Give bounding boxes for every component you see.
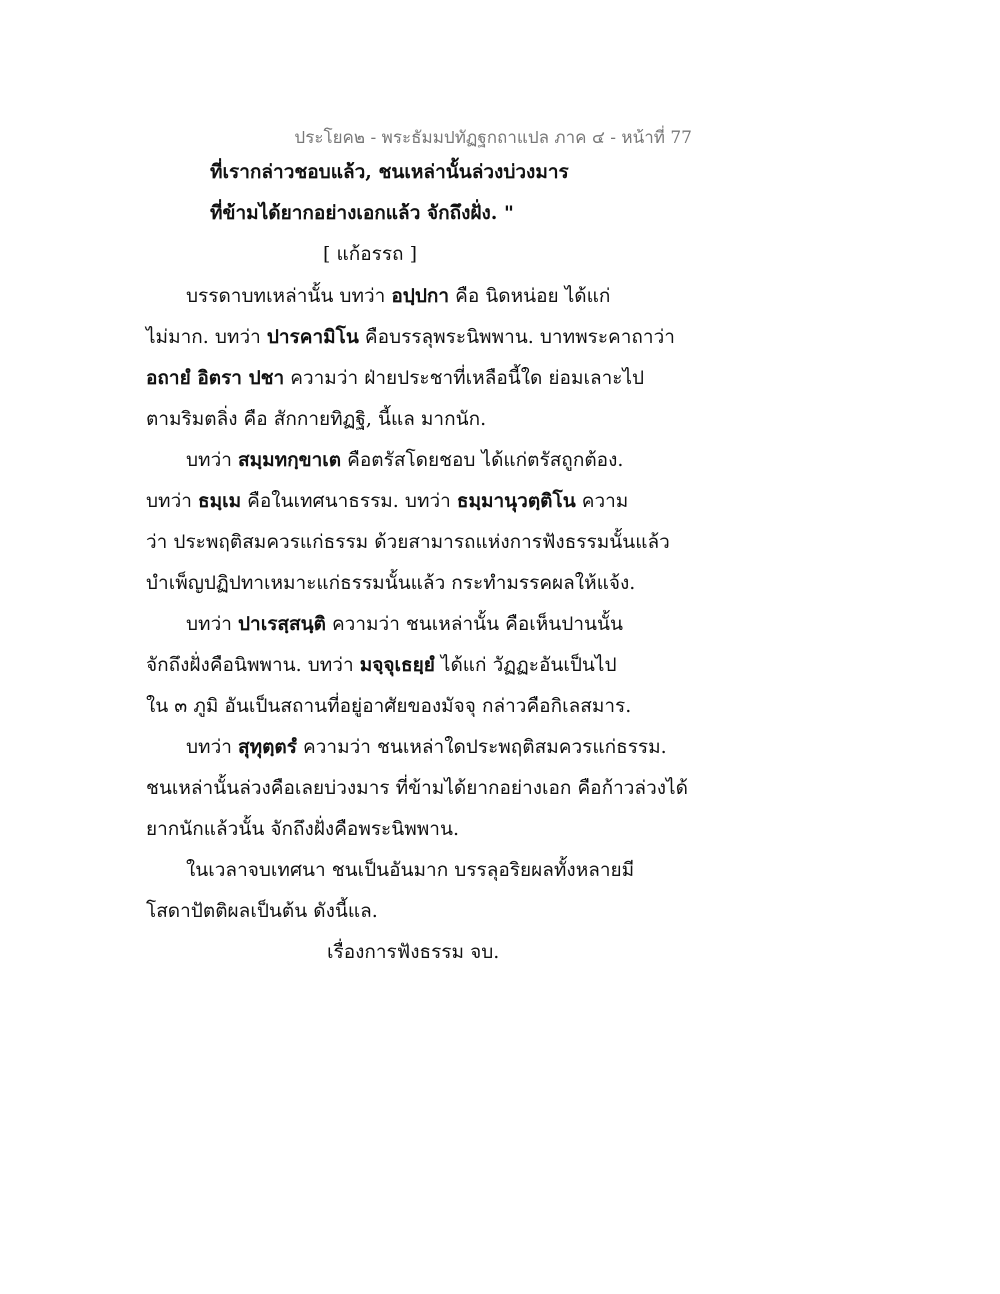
pali-term: ธมฺเม xyxy=(197,490,242,512)
paragraph-line: บำเพ็ญปฏิปทาเหมาะแก่ธรรมนั้นแล้ว กระทำมรรคผลให้แจ้ง. xyxy=(146,572,636,594)
paragraph-line: ว่า ประพฤติสมควรแก่ธรรม ด้วยสามารถแห่งการฟังธรรมนั้นแล้ว xyxy=(146,531,670,553)
story-end-title: เรื่องการฟังธรรม จบ. xyxy=(327,941,500,963)
paragraph-line xyxy=(186,738,667,757)
text-run: คือบรรลุพระนิพพาน. บาทพระคาถาว่า xyxy=(358,326,675,348)
paragraph-line xyxy=(186,615,623,634)
verse-line-2: ที่ข้ามได้ยากอย่างเอกแล้ว จักถึงฝั่ง. " xyxy=(210,202,514,224)
pali-term: อปฺปกา xyxy=(391,285,450,307)
running-header: ประโยค๒ - พระธัมมปทัฏฐกถาแปล ภาค ๔ - หน้าที่ 77 xyxy=(294,128,692,148)
pali-term: มจฺจุเธยฺยํ xyxy=(359,654,435,676)
pali-term: อถายํ อิตรา ปชา xyxy=(146,367,285,389)
paragraph-line xyxy=(186,451,623,470)
text-run: ความว่า ชนเหล่านั้น คือเห็นปานนั้น xyxy=(325,613,623,635)
text-run: คือตรัสโดยชอบ ได้แก่ตรัสถูกต้อง. xyxy=(341,449,624,471)
text-run: บทว่า xyxy=(146,490,198,512)
text-run: บทว่า xyxy=(186,613,238,635)
pali-term: ปาเรสฺสนฺติ xyxy=(237,613,326,635)
paragraph-line xyxy=(186,287,610,306)
paragraph-line xyxy=(146,656,617,675)
text-run: ไม่มาก. บทว่า xyxy=(146,326,267,348)
pali-term: ธมฺมานุวตฺติโน xyxy=(456,490,576,512)
text-run: บรรดาบทเหล่านั้น บทว่า xyxy=(186,285,392,307)
paragraph-line: ชนเหล่านั้นล่วงคือเลยบ่วงมาร ที่ข้ามได้ยากอย่างเอก คือก้าวล่วงได้ xyxy=(146,777,688,799)
pali-term: สมฺมทกฺขาเต xyxy=(237,449,342,471)
text-run: คือ นิดหน่อย ได้แก่ xyxy=(449,285,611,307)
text-run: ความว่า ฝ่ายประชาที่เหลือนี้ใด ย่อมเลาะไป xyxy=(284,367,645,389)
paragraph-line: โสดาปัตติผลเป็นต้น ดังนี้แล. xyxy=(146,900,378,922)
text-run: บทว่า xyxy=(186,449,238,471)
paragraph-line: ใน ๓ ภูมิ อันเป็นสถานที่อยู่อาศัยของมัจจุ กล่าวคือกิเลสมาร. xyxy=(146,695,632,717)
paragraph-line xyxy=(146,328,675,347)
text-run: ได้แก่ วัฏฏะอันเป็นไป xyxy=(434,654,617,676)
text-run: คือในเทศนาธรรม. บทว่า xyxy=(241,490,457,512)
pali-term: สุทุตฺตรํ xyxy=(237,736,297,758)
text-run: ความ xyxy=(575,490,629,512)
text-run: บทว่า xyxy=(186,736,238,758)
text-run: จักถึงฝั่งคือนิพพาน. บทว่า xyxy=(146,654,360,676)
paragraph-line xyxy=(146,492,628,511)
pali-term: ปารคามิโน xyxy=(266,326,359,348)
paragraph-line: ในเวลาจบเทศนา ชนเป็นอันมาก บรรลุอริยผลทั้งหลายมี xyxy=(186,859,635,881)
paragraph-line: ยากนักแล้วนั้น จักถึงฝั่งคือพระนิพพาน. xyxy=(146,818,459,840)
paragraph-line xyxy=(146,369,644,388)
section-heading: [ แก้อรรถ ] xyxy=(323,243,417,265)
text-run: ความว่า ชนเหล่าใดประพฤติสมควรแก่ธรรม. xyxy=(296,736,667,758)
verse-line-1: ที่เรากล่าวชอบแล้ว, ชนเหล่านั้นล่วงบ่วงมาร xyxy=(210,161,569,183)
paragraph-line: ตามริมตลิ่ง คือ สักกายทิฏฐิ, นี้แล มากนัก. xyxy=(146,408,487,430)
